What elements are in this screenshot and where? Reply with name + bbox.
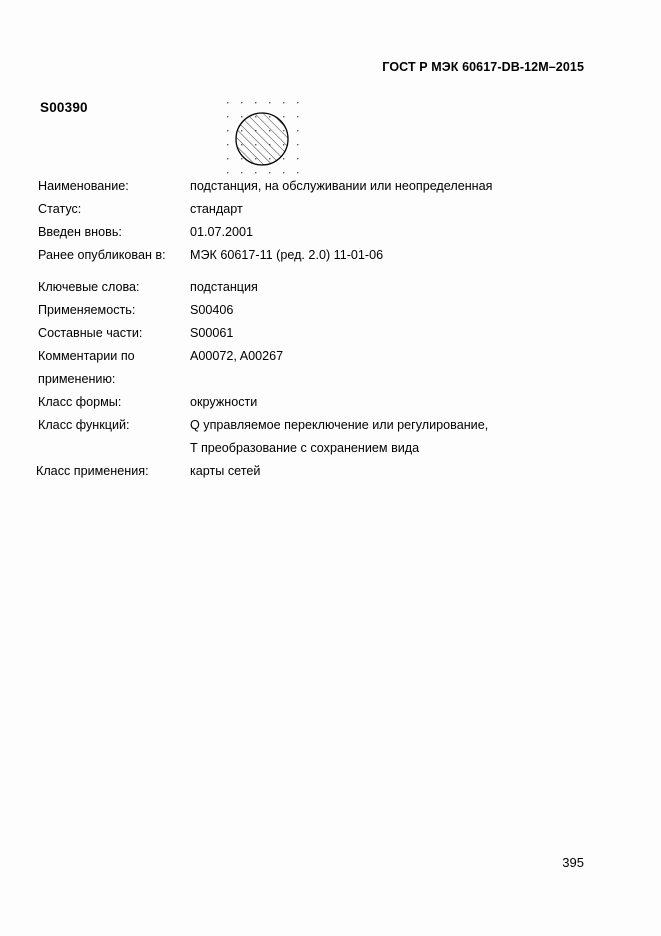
attribute-value: 01.07.2001 — [190, 225, 254, 239]
attribute-value: S00406 — [190, 303, 234, 317]
attribute-value: окружности — [190, 395, 258, 409]
symbol-attribute-table — [0, 175, 661, 483]
attribute-value: Q управляемое переключение или регулирование, — [190, 418, 489, 432]
attribute-value: подстанция — [190, 280, 258, 294]
attribute-value: карты сетей — [190, 464, 261, 478]
attribute-label: Статус: — [38, 202, 82, 216]
attribute-value: S00061 — [190, 326, 234, 340]
attribute-label: Класс функций: — [38, 418, 130, 432]
attribute-row-function-class-continued — [0, 437, 661, 460]
document-header-standard-ref: ГОСТ Р МЭК 60617-DB-12M–2015 — [382, 60, 584, 74]
attribute-row-previously-published — [0, 244, 661, 267]
attribute-row-applicability — [0, 299, 661, 322]
attribute-value: T преобразование с сохранением вида — [190, 441, 420, 455]
attribute-row-function-class — [0, 414, 661, 437]
attribute-label: Введен вновь: — [38, 225, 122, 239]
attribute-row-shape-class — [0, 391, 661, 414]
attribute-label-continuation: применению: — [38, 372, 116, 386]
attribute-label: Применяемость: — [38, 303, 136, 317]
attribute-row-keywords — [0, 276, 661, 299]
page-number: 395 — [562, 855, 584, 870]
attribute-label: Наименование: — [38, 179, 129, 193]
attribute-row-introduced — [0, 221, 661, 244]
attribute-row-status — [0, 198, 661, 221]
attribute-row-name — [0, 175, 661, 198]
symbol-id-heading: S00390 — [40, 100, 88, 115]
attribute-label: Класс формы: — [38, 395, 122, 409]
attribute-row-components — [0, 322, 661, 345]
attribute-row-application-comments — [0, 345, 661, 368]
attribute-value: стандарт — [190, 202, 243, 216]
attribute-value: МЭК 60617-11 (ред. 2.0) 11-01-06 — [190, 248, 384, 262]
symbol-circle — [236, 113, 288, 165]
attribute-row-application-comments-continued — [0, 368, 661, 391]
attribute-value: A00072, A00267 — [190, 349, 284, 363]
attribute-label: Ключевые слова: — [38, 280, 140, 294]
attribute-row-application-class — [0, 460, 661, 483]
attribute-label: Составные части: — [38, 326, 143, 340]
attribute-label: Комментарии по — [38, 349, 135, 363]
hatched-circle-symbol — [221, 97, 305, 181]
attribute-label: Класс применения: — [36, 464, 149, 478]
attribute-value: подстанция, на обслуживании или неопределенная — [190, 179, 493, 193]
symbol-graphic-svg — [221, 97, 305, 181]
attribute-label: Ранее опубликован в: — [38, 248, 166, 262]
